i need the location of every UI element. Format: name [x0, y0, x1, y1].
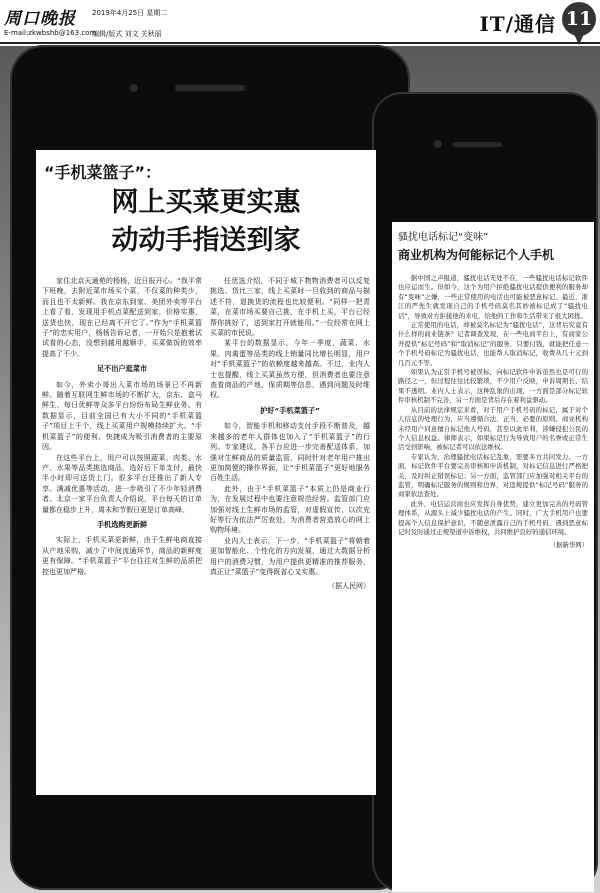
page-number-badge: 11 — [562, 2, 596, 36]
right-article-source: （据新华网） — [549, 541, 588, 550]
left-article-headline — [36, 184, 376, 260]
body-paragraph: 业内人士表示，下一步，“手机菜篮子”将朝着更加智能化、个性化的方向发展，通过大数据分析用户的消费习惯，为用户提供更精准的推荐服务，真正让“菜篮子”变得既省心又实惠。 — [210, 536, 370, 576]
contact-email: E-mail:zkwbshb@163.com — [4, 29, 97, 37]
issue-date: 2019年4月25日 星期二 — [92, 9, 168, 17]
body-paragraph: 如今，智能手机和移动支付手段不断普及，越来越多的老年人群体也加入了“手机菜篮子”的行列。专家建议，各平台应进一步完善配送体系，加强对生鲜商品的质量监管，同时针对老年用户推出更加简便的操作界面，让“手机菜篮子”更好地服务百姓生活。 — [210, 422, 370, 483]
newspaper-logo: 周口晚报 — [4, 9, 76, 29]
right-article-headline: 商业机构为何能标记个人手机 — [398, 248, 555, 262]
left-article-column-1 — [42, 276, 202, 788]
body-paragraph: 据中国之声报道，骚扰电话无处不在，一些骚扰电话标记软件也应运而生。但如今，这个为用户拒绝骚扰电话提供便利的服务却有“变味”之嫌，一些正常使用的电话也可能被恶意标记。最近，浙江的严先生就发现自己的手机号码莫名其妙被标记成了“骚扰电话”，导致对方拒接他的来电，给他的工作和生活带来了很大困扰。 — [398, 274, 588, 320]
left-article-column-2 — [210, 276, 370, 788]
left-article-source: （据人民网） — [328, 582, 370, 591]
body-paragraph: 家住北京天通苑的杨杨，近日报开心。“我平常下班晚，去附近菜市场买个菜，不仅菜的种类少，而且也不太新鲜。我在京东到家、美团外卖等平台上看了看，发现用手机点菜配送到家，价格实惠，送货也快，现在已经离不开它了。”作为“手机菜篮子”的忠实用户，杨杨告诉记者，一开始只是抱着试试看的心态，没想到越用越顺手，买菜做饭的效率提高了不少。 — [42, 277, 202, 358]
headline-line-2: 动动手指送到家 — [111, 225, 301, 256]
body-paragraph: 此外，由于“手机菜篮子”本质上仍是商业行为，在发展过程中也要注意规范经营。监管部门应加强对线上生鲜市场的监管，对虚假宣传、以次充好等行为依法严厉查处，为消费者营造放心的网上购物环境。 — [210, 484, 370, 535]
body-paragraph: 从目前的法律规定来看，对于用户手机号码的标记，属于对个人信息的处理行为，应当遵循合法、正当、必要的原则。商业机构未经用户同意擅自标记他人号码，甚至以此牟利，涉嫌侵犯公民的个人信息权益。律师表示，如果标记行为导致用户的名誉或正常生活受到影响，被标记者可以依法维权。 — [398, 405, 588, 452]
body-paragraph: 正常使用的电话，却被莫名标记为“骚扰电话”，这背后究竟有什么样的商业链条？记者调查发现，在一些电商平台上，有商家公开提供“标记号码”和“取消标记”的服务，只要付钱，就能把任意一个手机号码标记为骚扰电话，也能帮人取消标记，收费从几十元到几百元不等。 — [398, 321, 588, 367]
right-article-body — [398, 274, 588, 884]
right-phone-screen — [392, 222, 594, 892]
body-paragraph: 专家认为，治理骚扰电话标记乱象，需要多方共同发力。一方面，标记软件平台要完善审核和申诉机制，对标记信息进行严格把关，及时纠正错误标记；另一方面，监管部门应加强对相关平台的监管，明确标记服务的规则和边界，对违规提供“标记号码”服务的商家依法查处。 — [398, 452, 588, 499]
left-article-body — [42, 276, 370, 788]
body-paragraph: 任优选介绍，不同于城下物物消费者可以反复挑选、货比三家，线上买菜时一旦收到的商品与描述不符，退换货的流程也比较便利。“同样一把青菜，在菜市场买要自己挑，在手机上买，平台已经帮你挑好了，送到家打开就能用。”一位经常在网上买菜的市民说。 — [210, 277, 370, 338]
right-phone-camera — [434, 140, 442, 148]
section-subheading: 足不出户逛菜市 — [96, 364, 148, 374]
editors-line: 编辑/版式 刘文 关秋丽 — [92, 30, 162, 38]
left-phone-camera — [130, 84, 138, 92]
body-paragraph: 某平台的数据显示，今年一季度，蔬菜、水果、肉禽蛋等品类的线上销量同比增长明显，用户对“手机菜篮子”的依赖度越来越高。不过，业内人士也提醒，线上买菜虽然方便，但消费者也要注意查看商品的产地、保质期等信息，遇到问题及时维权。 — [210, 339, 370, 400]
body-paragraph: 如今，外卖小哥出入菜市场的场景已不再新鲜。随着互联网生鲜市场的不断扩大，京东、盒马鲜生、每日优鲜等众多平台纷纷布局生鲜业务。有数据显示，目前全国已有大小不同的“手机菜篮子”项目上千个，线上买菜用户规模持续扩大。“手机菜篮子”的便利、快捷成为吸引消费者的主要原因。 — [42, 380, 202, 452]
body-paragraph: 实际上，手机买菜更新鲜，由于生鲜电商直接从产地采购，减少了中间流通环节，商品的新鲜度更有保障。“手机菜篮子”平台往往对生鲜的品质把控也更加严格。 — [42, 536, 202, 576]
body-paragraph: 在这些平台上，用户可以按照蔬菜、肉类、水产、水果等品类挑选商品，选好后下单支付，最快半小时即可送货上门。很多平台还推出了新人专享、满减优惠等活动，进一步吸引了不少年轻消费者。北京一家平台负责人介绍说，平台每天的订单量都在稳步上升，周末和节假日更是订单高峰。 — [42, 453, 202, 514]
right-phone-speaker — [452, 142, 502, 147]
left-article-kicker: “手机菜篮子”： — [44, 163, 162, 182]
section-subheading: 手机选购更新鲜 — [96, 519, 148, 529]
section-subheading: 护好“手机菜篮子” — [260, 405, 320, 415]
left-phone-speaker — [175, 85, 245, 91]
body-paragraph: 如果认为正常手机号被误标，向标记软件申诉虽然也是可行的路径之一，但过程往往比较繁琐，不少用户反映，申诉周期长、结果不透明。业内人士表示，这种乱象的出现，一方面是部分标记软件审核机制不完善，另一方面是背后存在着利益驱动。 — [398, 368, 588, 405]
section-title: IT/通信 — [479, 12, 556, 36]
body-paragraph: 此外，电信运营商也应发挥自身优势，建立更加完善的号码管理体系，从源头上减少骚扰电话的产生。同时，广大手机用户也要提高个人信息保护意识，不随意泄露自己的手机号码，遇到恶意标记时及时通过正规渠道申诉维权，共同维护良好的通信环境。 — [398, 499, 588, 536]
headline-line-1: 网上买菜更实惠 — [111, 187, 301, 218]
left-phone-screen — [36, 150, 376, 795]
right-article-kicker: 骚扰电话标记“变味” — [398, 232, 489, 243]
masthead-divider — [0, 42, 600, 44]
